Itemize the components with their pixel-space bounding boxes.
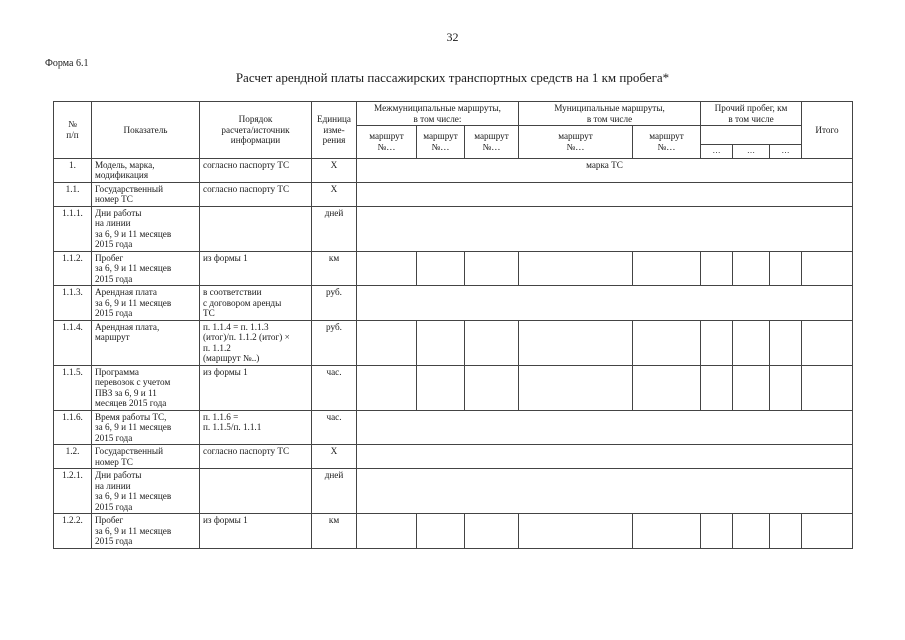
- row-method: п. 1.1.6 = п. 1.1.5/п. 1.1.1: [200, 410, 312, 445]
- row-unit: км: [312, 251, 357, 286]
- header-dots-1: …: [701, 145, 733, 159]
- row-num: 1.2.2.: [54, 514, 92, 549]
- row-value-cell: [733, 320, 770, 365]
- row-indicator: Время работы ТС, за 6, 9 и 11 месяцев 2015 года: [92, 410, 200, 445]
- row-num: 1.1.3.: [54, 286, 92, 321]
- header-method: Порядок расчета/источник информации: [200, 102, 312, 159]
- table-row: [54, 365, 853, 410]
- row-value-cell: [417, 320, 465, 365]
- table-row: [54, 445, 853, 469]
- row-indicator: Государственный номер ТС: [92, 182, 200, 206]
- row-value-cell: [633, 514, 701, 549]
- row-value-cell: [417, 251, 465, 286]
- row-indicator: Модель, марка, модификация: [92, 158, 200, 182]
- row-value-cell: [701, 514, 733, 549]
- row-value-cell: [417, 514, 465, 549]
- row-value-cell: [417, 365, 465, 410]
- table-row: [54, 514, 853, 549]
- row-unit: час.: [312, 410, 357, 445]
- row-method: согласно паспорту ТС: [200, 182, 312, 206]
- header-route-a: маршрут №…: [357, 126, 417, 159]
- row-value-cell: [802, 514, 853, 549]
- row-num: 1.1.5.: [54, 365, 92, 410]
- row-unit: Х: [312, 182, 357, 206]
- row-value-cell: [701, 251, 733, 286]
- row-num: 1.1.: [54, 182, 92, 206]
- row-value-cell: [633, 320, 701, 365]
- header-row-1: [54, 102, 853, 126]
- row-value-cell: [519, 514, 633, 549]
- row-num: 1.1.6.: [54, 410, 92, 445]
- table-body: [54, 158, 853, 548]
- row-value-cell: [733, 514, 770, 549]
- header-total: Итого: [802, 102, 853, 159]
- row-method: из формы 1: [200, 514, 312, 549]
- row-value-cell: [357, 320, 417, 365]
- row-span-cell: марка ТС: [357, 158, 853, 182]
- row-method: [200, 469, 312, 514]
- row-unit: дней: [312, 469, 357, 514]
- row-num: 1.: [54, 158, 92, 182]
- row-method: согласно паспорту ТС: [200, 445, 312, 469]
- header-unit: Единица изме- рения: [312, 102, 357, 159]
- header-dots-2: …: [733, 145, 770, 159]
- row-unit: руб.: [312, 320, 357, 365]
- row-method: [200, 206, 312, 251]
- row-unit: Х: [312, 158, 357, 182]
- row-unit: Х: [312, 445, 357, 469]
- row-value-cell: [802, 320, 853, 365]
- row-method: из формы 1: [200, 251, 312, 286]
- row-value-cell: [733, 365, 770, 410]
- row-span-cell: [357, 445, 853, 469]
- row-unit: дней: [312, 206, 357, 251]
- row-unit: км: [312, 514, 357, 549]
- row-num: 1.2.1.: [54, 469, 92, 514]
- header-dots-3: …: [770, 145, 802, 159]
- row-indicator: Дни работы на линии за 6, 9 и 11 месяцев 2015 года: [92, 469, 200, 514]
- row-value-cell: [802, 251, 853, 286]
- header-route-b: маршрут №…: [417, 126, 465, 159]
- header-intermunicipal: Межмуниципальные маршруты, в том числе:: [357, 102, 519, 126]
- row-indicator: Пробег за 6, 9 и 11 месяцев 2015 года: [92, 251, 200, 286]
- row-method: в соответствии с договором аренды ТС: [200, 286, 312, 321]
- row-num: 1.1.2.: [54, 251, 92, 286]
- row-indicator: Государственный номер ТС: [92, 445, 200, 469]
- row-indicator: Пробег за 6, 9 и 11 месяцев 2015 года: [92, 514, 200, 549]
- row-num: 1.1.4.: [54, 320, 92, 365]
- row-indicator: Дни работы на линии за 6, 9 и 11 месяцев 2015 года: [92, 206, 200, 251]
- header-route-e: маршрут №…: [633, 126, 701, 159]
- row-value-cell: [770, 320, 802, 365]
- row-value-cell: [633, 251, 701, 286]
- row-method: п. 1.1.4 = п. 1.1.3 (итог)/п. 1.1.2 (итог) × п. 1.1.2 (маршрут №..): [200, 320, 312, 365]
- header-other-spacer: [701, 126, 802, 145]
- row-value-cell: [770, 251, 802, 286]
- row-value-cell: [519, 251, 633, 286]
- header-indicator: Показатель: [92, 102, 200, 159]
- row-value-cell: [770, 514, 802, 549]
- row-indicator: Арендная плата за 6, 9 и 11 месяцев 2015 года: [92, 286, 200, 321]
- row-indicator: Арендная плата, маршрут: [92, 320, 200, 365]
- table-row: [54, 410, 853, 445]
- row-value-cell: [701, 365, 733, 410]
- header-route-d: маршрут №…: [519, 126, 633, 159]
- row-method: согласно паспорту ТС: [200, 158, 312, 182]
- header-other: Прочий пробег, км в том числе: [701, 102, 802, 126]
- table-row: [54, 469, 853, 514]
- row-value-cell: [519, 320, 633, 365]
- row-value-cell: [802, 365, 853, 410]
- header-municipal: Муниципальные маршруты, в том числе: [519, 102, 701, 126]
- row-span-cell: [357, 182, 853, 206]
- row-value-cell: [465, 320, 519, 365]
- row-value-cell: [519, 365, 633, 410]
- table-row: [54, 182, 853, 206]
- row-value-cell: [465, 514, 519, 549]
- row-num: 1.1.1.: [54, 206, 92, 251]
- row-value-cell: [701, 320, 733, 365]
- table-row: [54, 320, 853, 365]
- table-row: [54, 286, 853, 321]
- row-indicator: Программа перевозок с учетом ПВЗ за 6, 9 и 11 месяцев 2015 года: [92, 365, 200, 410]
- row-empty-span: [357, 206, 853, 251]
- row-value-cell: [357, 251, 417, 286]
- document-title: Расчет арендной платы пассажирских транспортных средств на 1 км пробега*: [235, 70, 670, 85]
- rent-calculation-table: [53, 101, 853, 549]
- header-num: № п/п: [54, 102, 92, 159]
- page-number: 32: [446, 30, 459, 44]
- row-value-cell: [770, 365, 802, 410]
- header-route-c: маршрут №…: [465, 126, 519, 159]
- row-num: 1.2.: [54, 445, 92, 469]
- form-label: Форма 6.1: [45, 58, 89, 69]
- row-empty-span: [357, 286, 853, 321]
- row-unit: час.: [312, 365, 357, 410]
- row-value-cell: [357, 514, 417, 549]
- table-row: [54, 251, 853, 286]
- row-empty-span: [357, 410, 853, 445]
- row-value-cell: [357, 365, 417, 410]
- row-value-cell: [465, 251, 519, 286]
- row-empty-span: [357, 469, 853, 514]
- table-row: [54, 206, 853, 251]
- row-method: из формы 1: [200, 365, 312, 410]
- row-value-cell: [465, 365, 519, 410]
- table-row: [54, 158, 853, 182]
- row-value-cell: [633, 365, 701, 410]
- row-value-cell: [733, 251, 770, 286]
- row-unit: руб.: [312, 286, 357, 321]
